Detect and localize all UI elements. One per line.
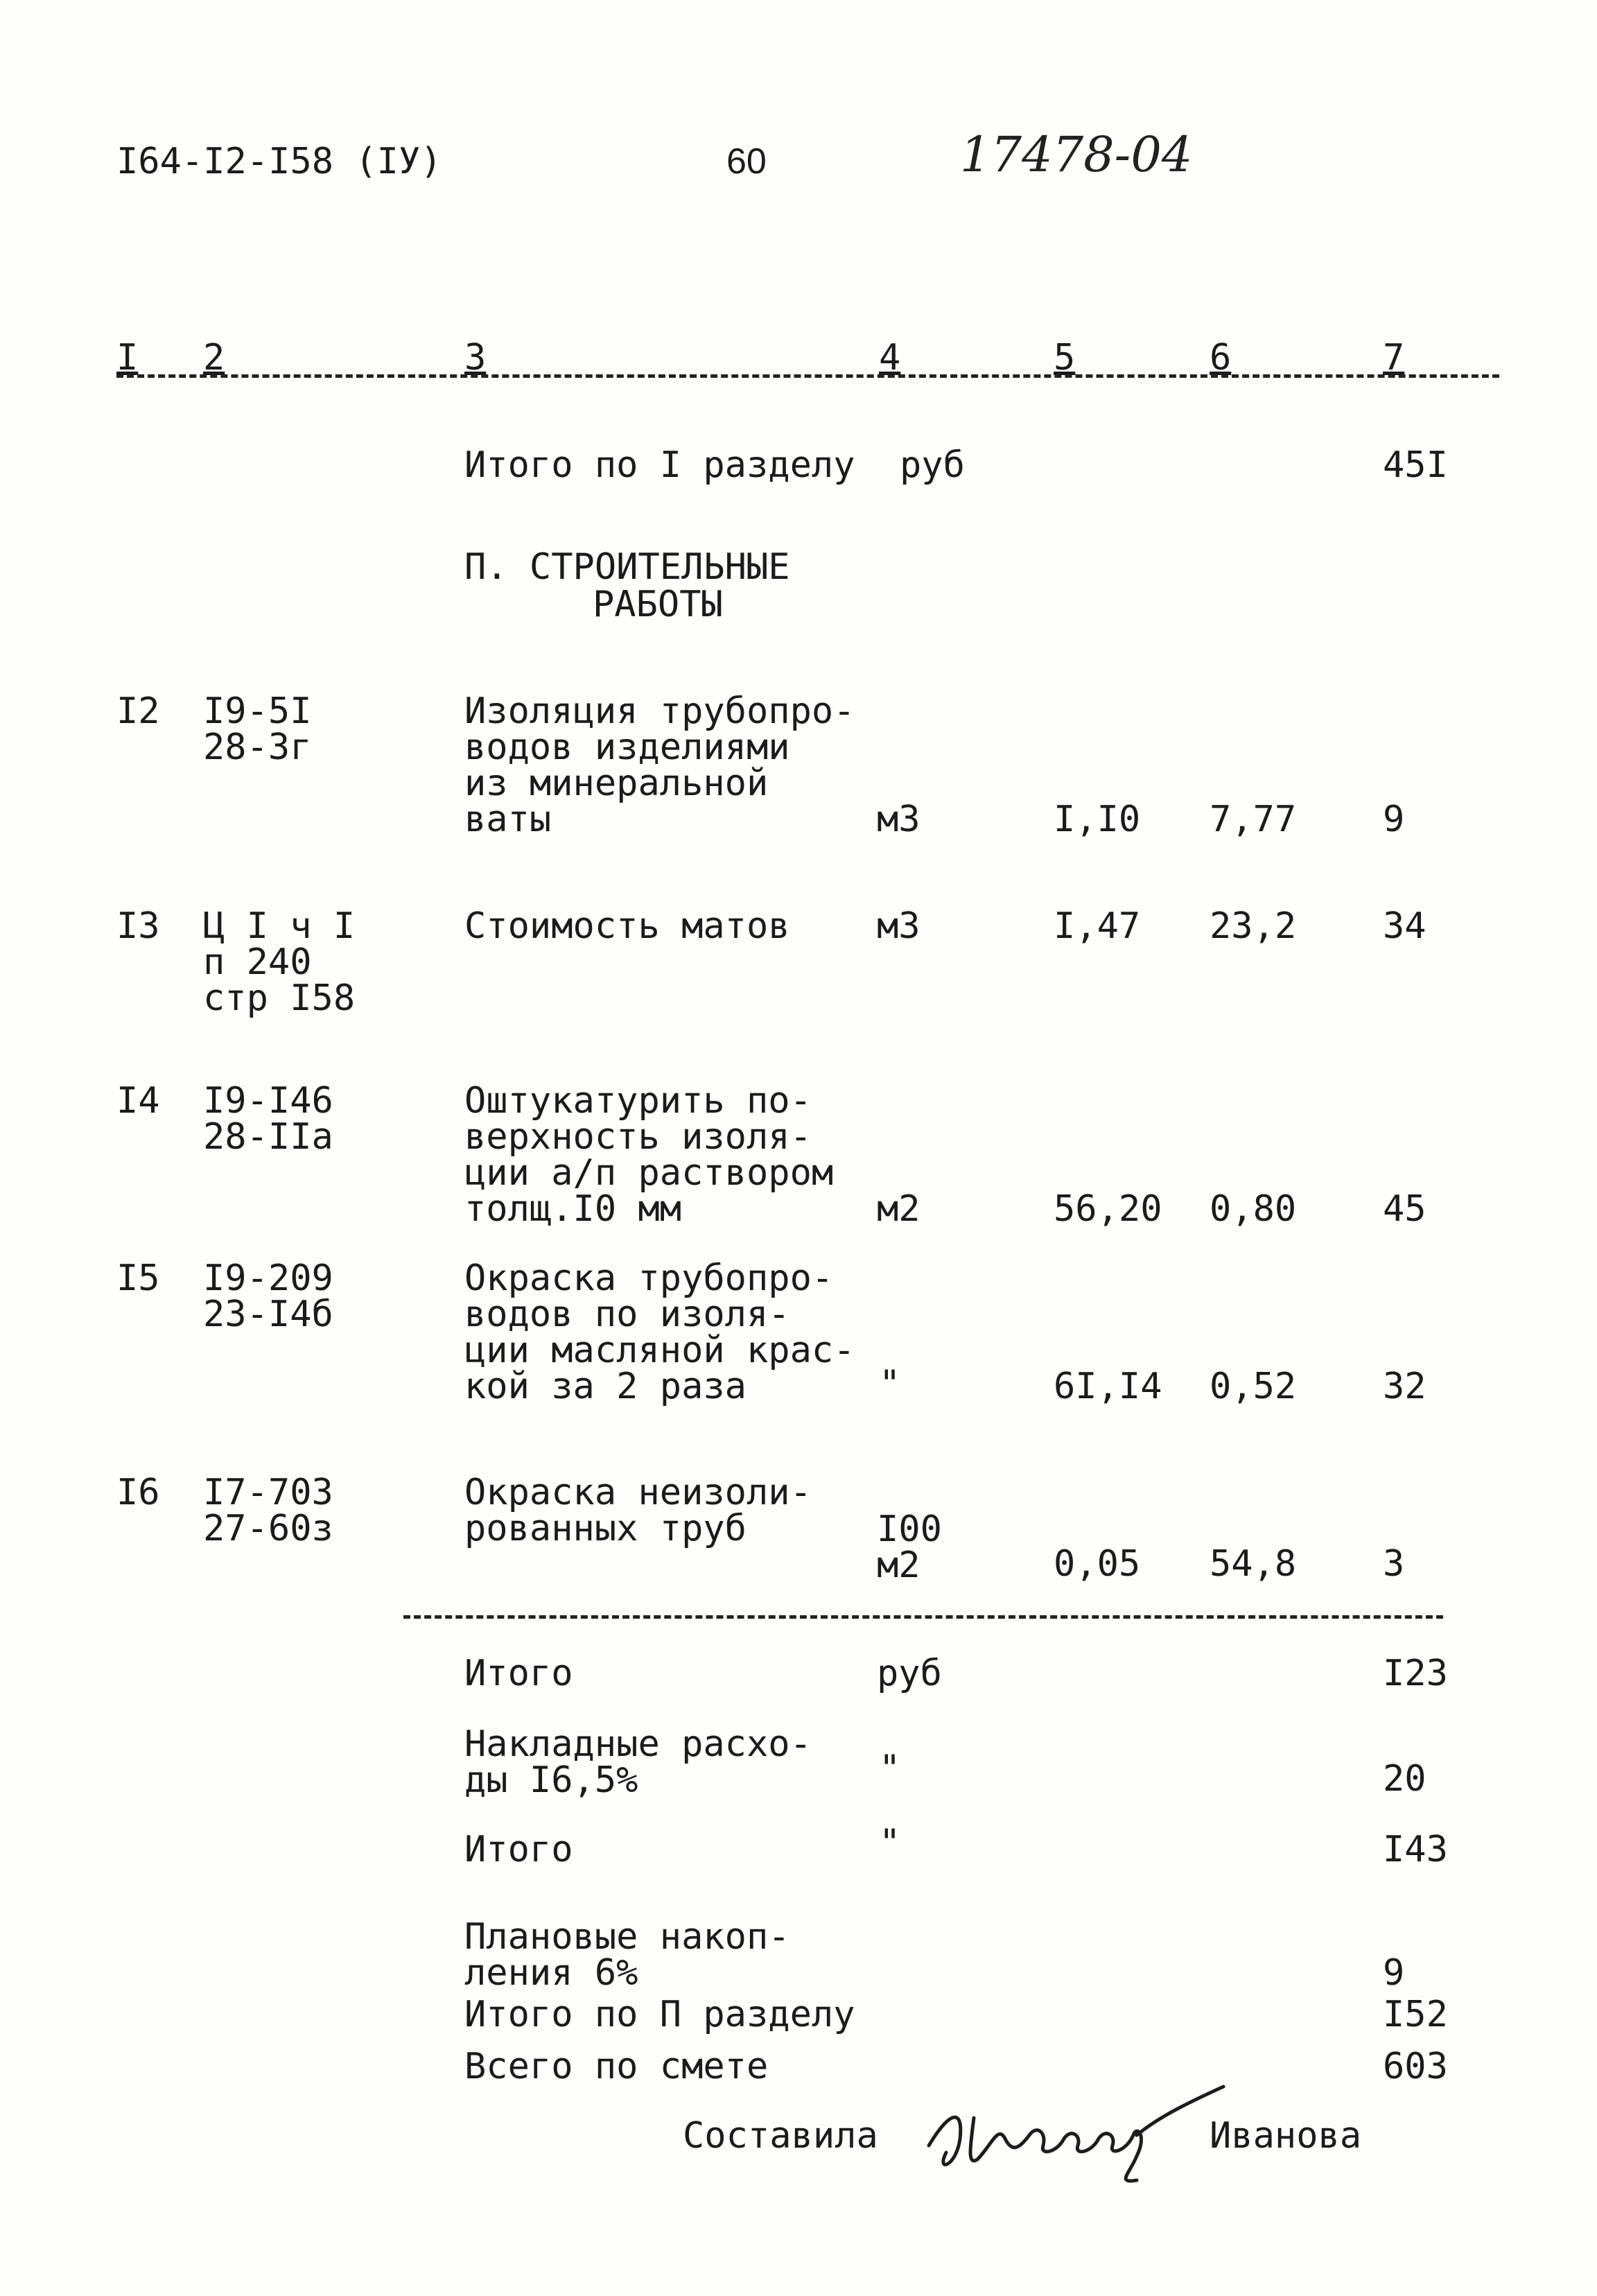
page-number: 60 [726, 141, 767, 182]
row-price: 54,8 [1210, 1543, 1297, 1585]
summary-total: I43 [1383, 1829, 1448, 1870]
section1-total-value: 45I [1383, 444, 1448, 486]
row-code: I7-703 27-60з [203, 1472, 333, 1549]
summary-total: 9 [1383, 1952, 1405, 1994]
handwritten-reference: 17478-04 [960, 126, 1193, 183]
row-total: 9 [1383, 799, 1405, 840]
row-price: 7,77 [1210, 799, 1297, 840]
row-name: Изоляция трубопро- водов изделиями из минеральной ваты [464, 690, 855, 840]
summary-total: 20 [1383, 1758, 1426, 1800]
row-name: Оштукатурить по- верхность изоля- ции а/п раствором толщ.I0 мм [464, 1080, 834, 1230]
row-name: Стоимость матов [464, 905, 790, 947]
summary-label: Итого по П разделу [464, 1994, 855, 2035]
row-code: I9-5I 28-3г [203, 690, 312, 768]
column-number: 7 [1383, 337, 1405, 379]
row-name: Окраска неизоли- рованных труб [464, 1472, 812, 1549]
row-total: 32 [1383, 1366, 1426, 1407]
document-code: I64-I2-I58 (IУ) [116, 141, 442, 182]
row-quantity: 56,20 [1054, 1188, 1162, 1230]
row-total: 45 [1383, 1188, 1426, 1230]
row-price: 0,80 [1210, 1188, 1297, 1230]
row-unit: м3 [877, 905, 920, 947]
summary-label: Итого [464, 1829, 573, 1870]
row-total: 3 [1383, 1543, 1405, 1585]
signatory-name: Иванова [1210, 2115, 1362, 2157]
section2-title: П. СТРОИТЕЛЬНЫЕ [464, 546, 790, 588]
row-number: I5 [116, 1258, 160, 1299]
row-code: Ц I ч I п 240 стр I58 [203, 905, 356, 1019]
row-unit: I00 м2 [877, 1508, 942, 1586]
column-number: 2 [203, 337, 225, 379]
summary-unit: руб [877, 1653, 942, 1694]
row-unit: м2 [877, 1188, 920, 1230]
row-number: I2 [116, 690, 160, 732]
summary-label: Накладные расхо- ды I6,5% [464, 1723, 812, 1801]
signature-label: Составила [683, 2115, 878, 2157]
row-quantity: I,47 [1054, 905, 1141, 947]
row-number: I3 [116, 905, 160, 947]
summary-total: I23 [1383, 1653, 1448, 1694]
row-unit: м3 [877, 799, 920, 840]
summary-label: Итого [464, 1653, 573, 1694]
section2-title-line2: РАБОТЫ [593, 584, 723, 625]
column-header-divider [116, 374, 1499, 378]
handwritten-signature [908, 2069, 1234, 2187]
row-price: 0,52 [1210, 1366, 1297, 1407]
row-total: 34 [1383, 905, 1426, 947]
row-code: I9-I46 28-IIа [203, 1080, 333, 1158]
column-number: 5 [1054, 337, 1076, 379]
section1-total-unit: руб [900, 444, 965, 486]
row-name: Окраска трубопро- водов по изоля- ции масляной крас- кой за 2 раза [464, 1258, 855, 1407]
row-number: I6 [116, 1472, 160, 1513]
column-number: I [116, 337, 139, 379]
column-number: 4 [879, 337, 901, 379]
row-unit: " [879, 1363, 901, 1404]
summary-unit: " [879, 1822, 901, 1863]
row-quantity: I,I0 [1054, 799, 1141, 840]
row-quantity: 6I,I4 [1054, 1366, 1162, 1407]
row-code: I9-209 23-I4б [203, 1258, 333, 1335]
row-quantity: 0,05 [1054, 1543, 1141, 1585]
row-price: 23,2 [1210, 905, 1297, 947]
row-number: I4 [116, 1080, 160, 1122]
summary-label: Плановые накоп- ления 6% [464, 1916, 790, 1994]
section1-total-label: Итого по I разделу [464, 444, 855, 486]
summary-label: Всего по смете [464, 2046, 769, 2087]
summary-unit: " [879, 1748, 901, 1789]
summary-total: 603 [1383, 2046, 1448, 2087]
column-number: 6 [1210, 337, 1232, 379]
summary-total: I52 [1383, 1994, 1448, 2035]
column-number: 3 [464, 337, 487, 379]
totals-divider [403, 1615, 1443, 1619]
